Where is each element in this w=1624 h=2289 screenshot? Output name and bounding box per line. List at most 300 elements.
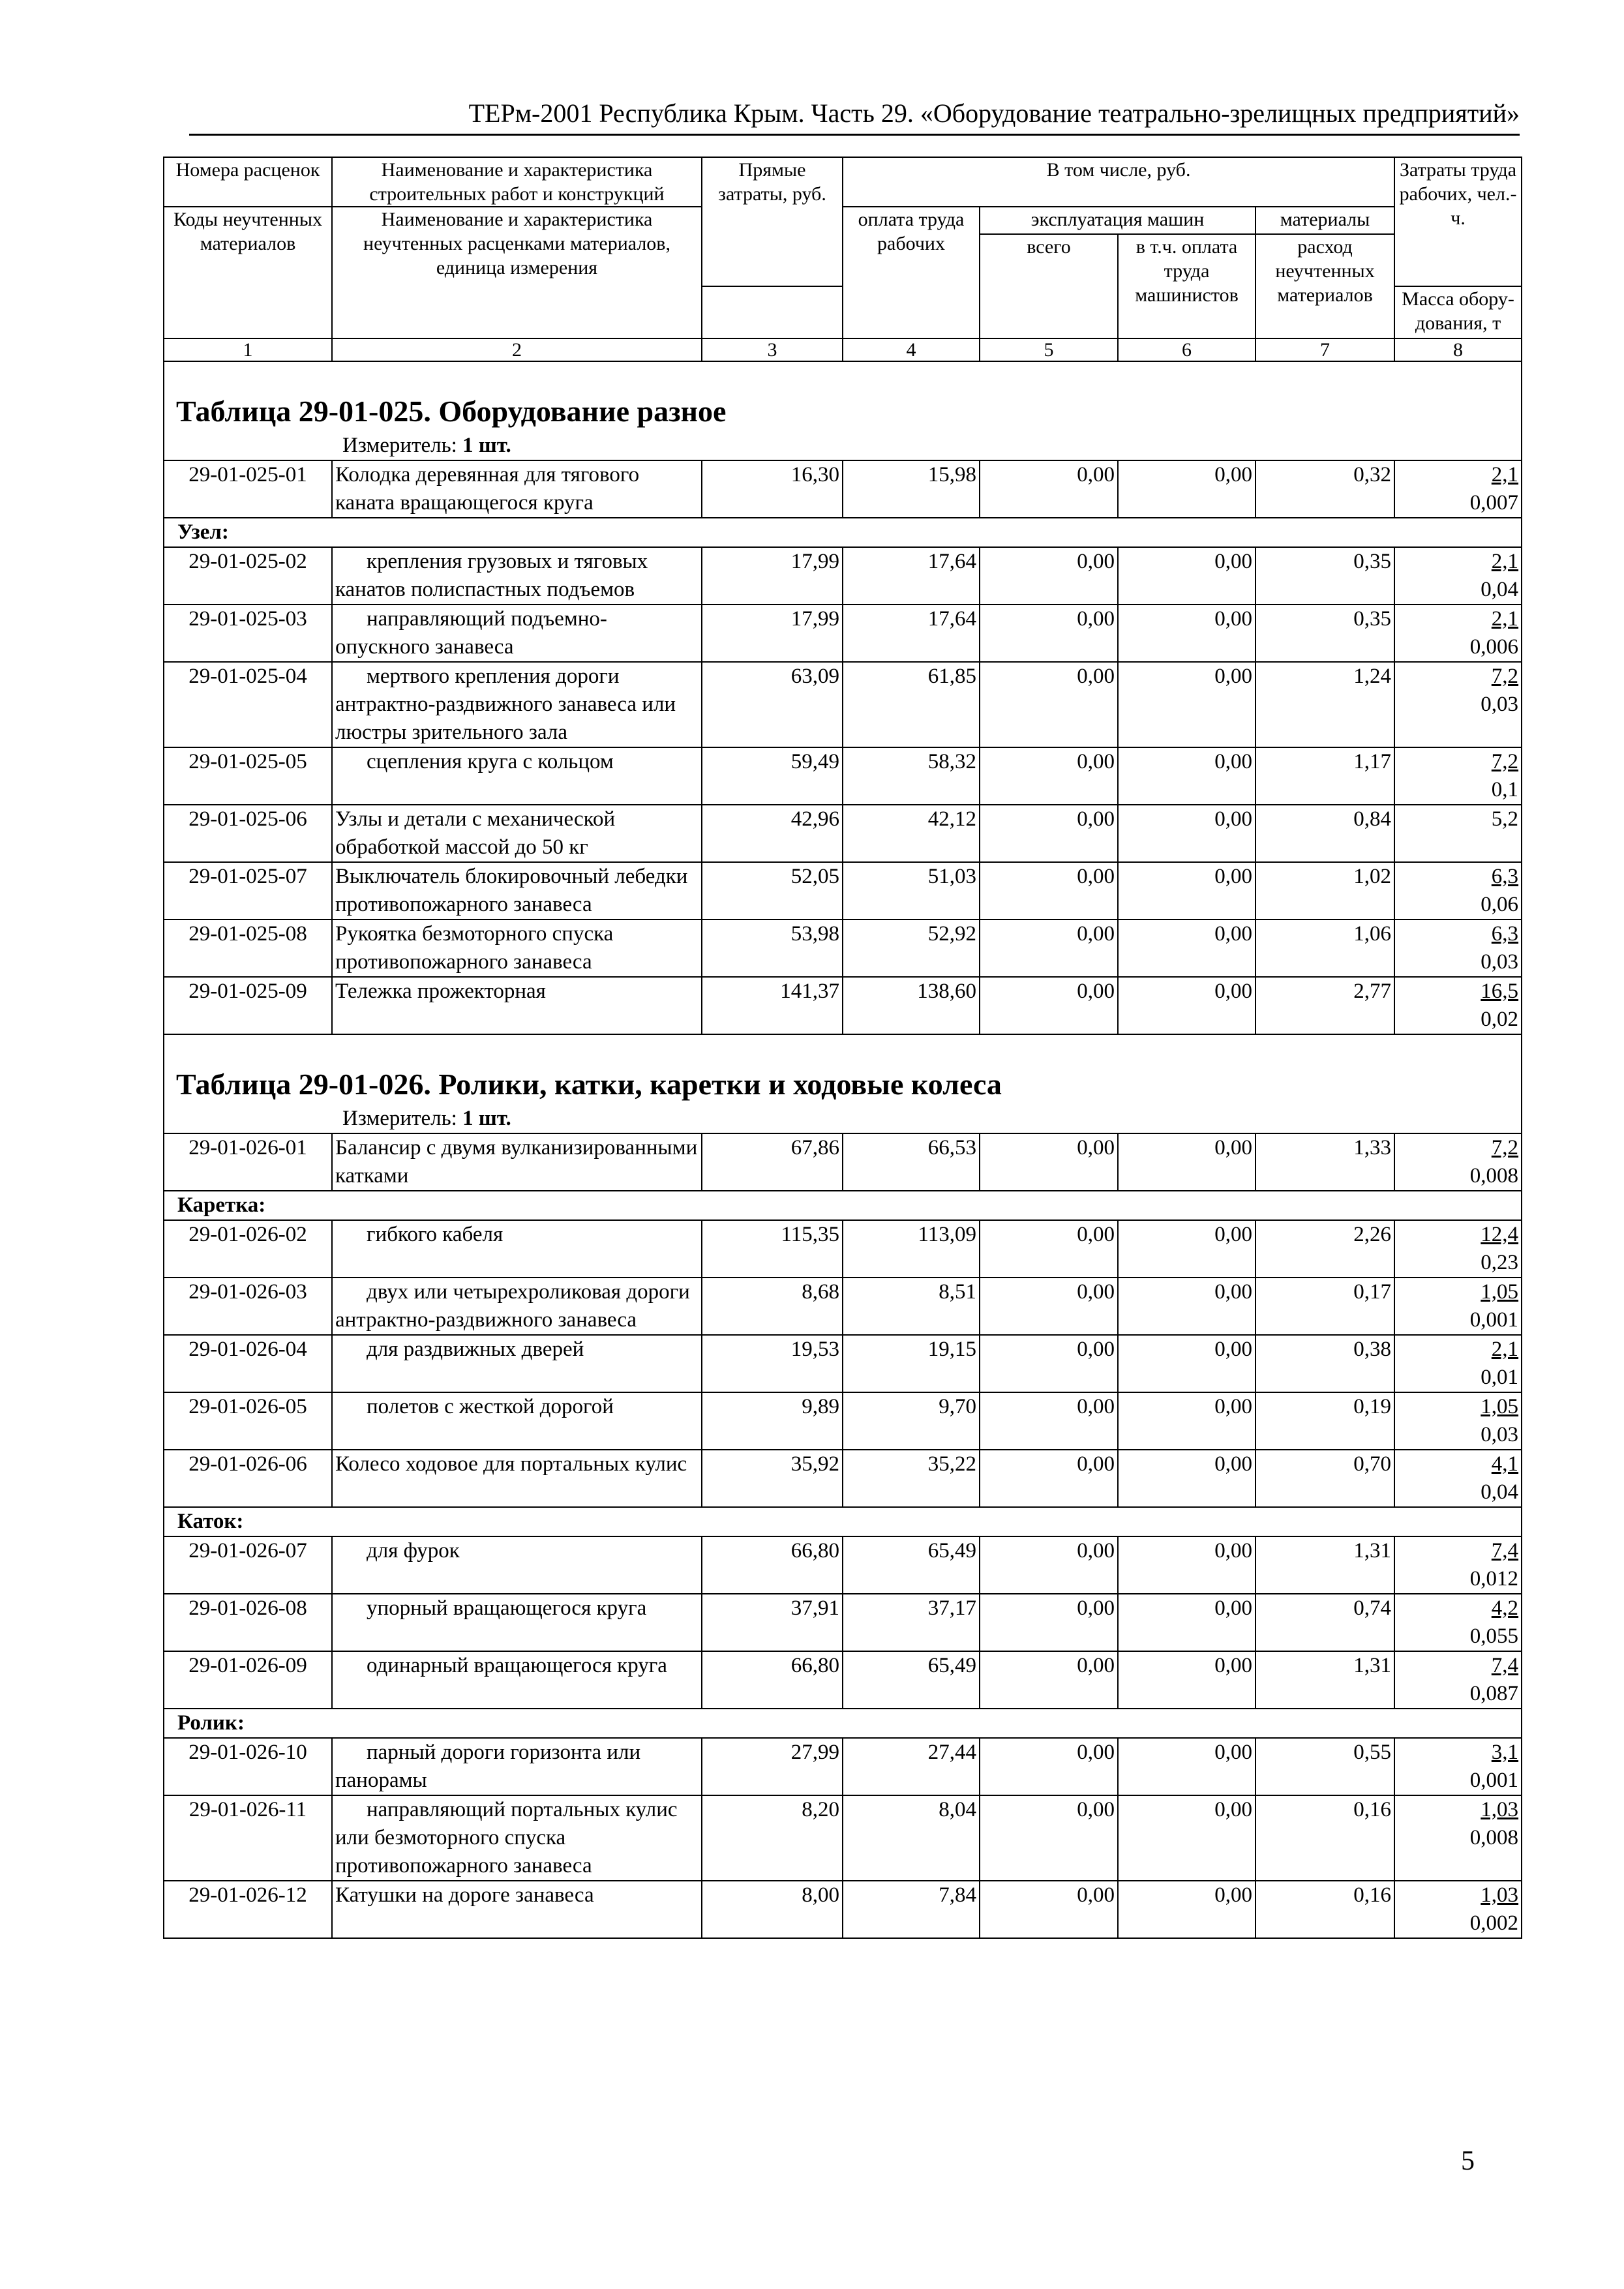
meter-value: 1 шт.	[462, 1107, 511, 1130]
value-c7: 1,31	[1256, 1651, 1394, 1709]
table-row	[164, 1738, 1522, 1795]
column-number: 6	[1118, 338, 1256, 361]
rate-name-cell	[332, 662, 702, 747]
rate-code: 29-01-025-03	[164, 605, 332, 662]
col6-header: в т.ч. оплата труда машинистов	[1118, 234, 1256, 338]
value-c4: 138,60	[843, 977, 980, 1034]
value-c5: 0,00	[980, 1594, 1118, 1651]
labor-cost: 7,2	[1491, 750, 1519, 773]
machines-header: эксплуатация машин	[980, 207, 1256, 234]
value-c3: 27,99	[702, 1738, 843, 1795]
column-number: 7	[1256, 338, 1394, 361]
table-row	[164, 1651, 1522, 1709]
equipment-mass: 0,002	[1469, 1911, 1519, 1935]
rate-name-cell	[332, 920, 702, 977]
rate-code: 29-01-025-05	[164, 747, 332, 805]
rate-name: Выключатель блокировочный лебедки противопожарного занавеса	[335, 865, 688, 916]
rate-name-cell	[332, 1651, 702, 1709]
labor-cost: 3,1	[1491, 1741, 1519, 1764]
group-row	[164, 1191, 1522, 1220]
materials-header: материалы	[1256, 207, 1394, 234]
value-c5: 0,00	[980, 460, 1118, 518]
labor-mass-cell	[1394, 920, 1522, 977]
rate-name-cell	[332, 1220, 702, 1278]
column-number: 8	[1394, 338, 1522, 361]
value-c3: 42,96	[702, 805, 843, 862]
table-row	[164, 977, 1522, 1034]
value-c6: 0,00	[1118, 862, 1256, 920]
col4-header: оплата труда рабочих	[843, 207, 980, 338]
value-c7: 0,17	[1256, 1278, 1394, 1335]
rate-name-cell	[332, 1450, 702, 1507]
value-c3: 9,89	[702, 1392, 843, 1450]
labor-mass-cell	[1394, 1881, 1522, 1938]
value-c7: 0,84	[1256, 805, 1394, 862]
value-c4: 51,03	[843, 862, 980, 920]
rate-code: 29-01-025-02	[164, 547, 332, 605]
group-row	[164, 1709, 1522, 1738]
incl-header: В том числе, руб.	[843, 157, 1394, 207]
rate-name: одинарный вращающегося круга	[367, 1654, 667, 1677]
rate-name-cell	[332, 1392, 702, 1450]
value-c4: 58,32	[843, 747, 980, 805]
value-c3: 66,80	[702, 1536, 843, 1594]
column-number: 3	[702, 338, 843, 361]
rate-name-cell	[332, 605, 702, 662]
value-c6: 0,00	[1118, 1335, 1256, 1392]
rate-name-cell	[332, 1278, 702, 1335]
labor-cost: 7,4	[1491, 1654, 1519, 1677]
value-c3: 17,99	[702, 547, 843, 605]
rate-name: мертвого крепления дороги антрактно-раздвижного занавеса или люстры зрительного зала	[335, 665, 676, 744]
table-row	[164, 460, 1522, 518]
equipment-mass: 0,008	[1469, 1164, 1519, 1188]
value-c6: 0,00	[1118, 1392, 1256, 1450]
value-c5: 0,00	[980, 1220, 1118, 1278]
labor-cost: 4,2	[1491, 1596, 1519, 1620]
rate-name-cell	[332, 747, 702, 805]
rate-name: Рукоятка безмоторного спуска противопожарного занавеса	[335, 922, 614, 974]
rate-name-cell	[332, 1133, 702, 1191]
value-c5: 0,00	[980, 662, 1118, 747]
rate-name: полетов с жесткой дорогой	[367, 1395, 614, 1418]
labor-cost: 1,03	[1481, 1883, 1519, 1907]
value-c5: 0,00	[980, 547, 1118, 605]
value-c7: 1,06	[1256, 920, 1394, 977]
table-row	[164, 1278, 1522, 1335]
value-c6: 0,00	[1118, 1594, 1256, 1651]
value-c7: 0,16	[1256, 1881, 1394, 1938]
value-c6: 0,00	[1118, 1133, 1256, 1191]
group-row	[164, 1507, 1522, 1536]
table-title: Таблица 29-01-026. Ролики, катки, каретки и ходовые колеса	[164, 1061, 1522, 1104]
rate-name: направляющий портальных кулис или безмоторного спуска противопожарного занавеса	[335, 1798, 678, 1878]
labor-mass-cell	[1394, 1738, 1522, 1795]
section-spacer	[164, 1034, 1522, 1061]
labor-cost: 2,1	[1491, 463, 1519, 486]
value-c6: 0,00	[1118, 460, 1256, 518]
table-row	[164, 1795, 1522, 1881]
value-c6: 0,00	[1118, 1795, 1256, 1881]
meter-cell	[164, 431, 1522, 460]
value-c7: 0,35	[1256, 547, 1394, 605]
table-row	[164, 1133, 1522, 1191]
rate-code: 29-01-026-11	[164, 1795, 332, 1881]
value-c7: 0,38	[1256, 1335, 1394, 1392]
column-number: 2	[332, 338, 702, 361]
column-number: 1	[164, 338, 332, 361]
value-c4: 15,98	[843, 460, 980, 518]
table-row	[164, 1335, 1522, 1392]
labor-mass-cell	[1394, 977, 1522, 1034]
table-title-row	[164, 1061, 1522, 1104]
equipment-mass: 0,007	[1469, 491, 1519, 515]
value-c7: 0,32	[1256, 460, 1394, 518]
equipment-mass: 0,1	[1491, 778, 1519, 801]
value-c3: 66,80	[702, 1651, 843, 1709]
labor-mass-cell	[1394, 662, 1522, 747]
value-c6: 0,00	[1118, 920, 1256, 977]
rate-name: Колесо ходовое для портальных кулис	[335, 1452, 687, 1476]
rate-code: 29-01-026-03	[164, 1278, 332, 1335]
labor-mass-cell	[1394, 862, 1522, 920]
rate-name: сцепления круга с кольцом	[367, 750, 614, 773]
value-c7: 0,35	[1256, 605, 1394, 662]
labor-mass-cell	[1394, 1450, 1522, 1507]
value-c3: 17,99	[702, 605, 843, 662]
equipment-mass: 0,01	[1481, 1366, 1519, 1389]
running-header: ТЕРм-2001 Республика Крым. Часть 29. «Оборудование театрально-зрелищных предприятий»	[189, 98, 1520, 136]
labor-cost: 1,05	[1481, 1395, 1519, 1418]
group-row	[164, 518, 1522, 547]
rate-code: 29-01-025-09	[164, 977, 332, 1034]
value-c4: 8,04	[843, 1795, 980, 1881]
value-c4: 17,64	[843, 547, 980, 605]
labor-mass-cell	[1394, 1133, 1522, 1191]
labor-mass-cell	[1394, 1220, 1522, 1278]
rate-name-cell	[332, 862, 702, 920]
value-c6: 0,00	[1118, 547, 1256, 605]
table-row	[164, 747, 1522, 805]
rate-code: 29-01-026-01	[164, 1133, 332, 1191]
value-c4: 9,70	[843, 1392, 980, 1450]
col1-header-top: Номера расценок	[164, 157, 332, 207]
rate-code: 29-01-026-04	[164, 1335, 332, 1392]
value-c6: 0,00	[1118, 1738, 1256, 1795]
rate-code: 29-01-025-07	[164, 862, 332, 920]
equipment-mass: 0,04	[1481, 578, 1519, 601]
value-c3: 67,86	[702, 1133, 843, 1191]
equipment-mass: 0,006	[1469, 635, 1519, 659]
labor-cost: 7,2	[1491, 665, 1519, 688]
value-c5: 0,00	[980, 1795, 1118, 1881]
labor-cost: 7,2	[1491, 1136, 1519, 1159]
value-c4: 35,22	[843, 1450, 980, 1507]
equipment-mass: 0,001	[1469, 1308, 1519, 1332]
col8-header-top: Затраты труда рабочих, чел.-ч.	[1394, 157, 1522, 286]
table-row	[164, 547, 1522, 605]
value-c5: 0,00	[980, 1278, 1118, 1335]
value-c6: 0,00	[1118, 747, 1256, 805]
table-row	[164, 1220, 1522, 1278]
table-row	[164, 1450, 1522, 1507]
equipment-mass: 0,012	[1469, 1567, 1519, 1591]
rate-name: для раздвижных дверей	[367, 1338, 584, 1361]
value-c5: 0,00	[980, 920, 1118, 977]
labor-mass-cell	[1394, 1392, 1522, 1450]
value-c7: 0,74	[1256, 1594, 1394, 1651]
value-c3: 115,35	[702, 1220, 843, 1278]
meter-value: 1 шт.	[462, 434, 511, 457]
value-c7: 1,17	[1256, 747, 1394, 805]
rate-name: Узлы и детали с механической обработкой массой до 50 кг	[335, 807, 616, 859]
rate-name: для фурок	[367, 1539, 460, 1563]
value-c3: 35,92	[702, 1450, 843, 1507]
group-label: Каретка:	[164, 1191, 1522, 1220]
table-title-row	[164, 388, 1522, 431]
value-c3: 63,09	[702, 662, 843, 747]
labor-mass-cell	[1394, 1278, 1522, 1335]
value-c7: 0,16	[1256, 1795, 1394, 1881]
rate-name-cell	[332, 1795, 702, 1881]
column-number: 5	[980, 338, 1118, 361]
equipment-mass: 0,02	[1481, 1008, 1519, 1031]
value-c6: 0,00	[1118, 1278, 1256, 1335]
rate-name-cell	[332, 1335, 702, 1392]
value-c3: 8,68	[702, 1278, 843, 1335]
labor-mass-cell	[1394, 747, 1522, 805]
col1-header-bottom: Коды неучтенных материалов	[164, 207, 332, 338]
equipment-mass: 0,06	[1481, 893, 1519, 916]
labor-cost: 1,03	[1481, 1798, 1519, 1821]
equipment-mass: 0,03	[1481, 950, 1519, 974]
labor-cost: 1,05	[1481, 1280, 1519, 1304]
equipment-mass: 0,03	[1481, 693, 1519, 716]
table-body	[164, 361, 1522, 1938]
rate-name: Балансир с двумя вулканизированными катками	[335, 1136, 698, 1188]
equipment-mass: 0,001	[1469, 1769, 1519, 1792]
value-c4: 8,51	[843, 1278, 980, 1335]
table-row	[164, 1536, 1522, 1594]
value-c4: 37,17	[843, 1594, 980, 1651]
equipment-mass: 0,23	[1481, 1251, 1519, 1274]
table-row	[164, 805, 1522, 862]
rate-code: 29-01-026-02	[164, 1220, 332, 1278]
price-table	[163, 157, 1522, 1939]
rate-code: 29-01-025-08	[164, 920, 332, 977]
rate-code: 29-01-025-01	[164, 460, 332, 518]
table-title: Таблица 29-01-025. Оборудование разное	[164, 388, 1522, 431]
value-c5: 0,00	[980, 1651, 1118, 1709]
spacer-cell	[164, 1034, 1522, 1061]
rate-code: 29-01-026-10	[164, 1738, 332, 1795]
value-c7: 0,19	[1256, 1392, 1394, 1450]
meter-cell	[164, 1104, 1522, 1133]
value-c7: 1,31	[1256, 1536, 1394, 1594]
labor-cost: 2,1	[1491, 607, 1519, 631]
value-c7: 1,24	[1256, 662, 1394, 747]
col2-header-bottom: Наименование и характеристика неучтенных расценками материалов, единица измерения	[332, 207, 702, 338]
table-row	[164, 662, 1522, 747]
table-row	[164, 1392, 1522, 1450]
value-c7: 1,33	[1256, 1133, 1394, 1191]
labor-cost: 7,4	[1491, 1539, 1519, 1563]
rate-code: 29-01-026-12	[164, 1881, 332, 1938]
value-c7: 2,77	[1256, 977, 1394, 1034]
labor-mass-cell	[1394, 1594, 1522, 1651]
value-c7: 0,55	[1256, 1738, 1394, 1795]
rate-code: 29-01-025-04	[164, 662, 332, 747]
value-c4: 65,49	[843, 1536, 980, 1594]
group-label: Узел:	[164, 518, 1522, 547]
equipment-mass: 0,087	[1469, 1682, 1519, 1705]
value-c4: 7,84	[843, 1881, 980, 1938]
labor-mass-cell	[1394, 1651, 1522, 1709]
value-c4: 19,15	[843, 1335, 980, 1392]
col3-header: Прямые затраты, руб.	[702, 157, 843, 286]
value-c5: 0,00	[980, 805, 1118, 862]
rate-name: двух или четырехроликовая дороги антрактно-раздвижного занавеса	[335, 1280, 690, 1332]
table-head	[164, 157, 1522, 361]
value-c5: 0,00	[980, 1392, 1118, 1450]
value-c5: 0,00	[980, 1450, 1118, 1507]
value-c3: 16,30	[702, 460, 843, 518]
labor-mass-cell	[1394, 460, 1522, 518]
group-label: Каток:	[164, 1507, 1522, 1536]
value-c5: 0,00	[980, 1536, 1118, 1594]
rate-name: Колодка деревянная для тягового каната вращающегося круга	[335, 463, 640, 515]
page-number: 5	[1461, 2146, 1475, 2176]
col5-header: всего	[980, 234, 1118, 338]
labor-mass-cell	[1394, 547, 1522, 605]
rate-name: парный дороги горизонта или панорамы	[335, 1741, 641, 1792]
value-c5: 0,00	[980, 1133, 1118, 1191]
rate-code: 29-01-026-09	[164, 1651, 332, 1709]
value-c5: 0,00	[980, 605, 1118, 662]
rate-name-cell	[332, 977, 702, 1034]
column-numbers-row	[164, 338, 1522, 361]
labor-cost: 4,1	[1491, 1452, 1519, 1476]
labor-mass-cell	[1394, 1335, 1522, 1392]
value-c3: 37,91	[702, 1594, 843, 1651]
labor-mass-cell	[1394, 1795, 1522, 1881]
table-row	[164, 1594, 1522, 1651]
rate-name: направляющий подъемно-опускного занавеса	[335, 607, 607, 659]
value-c3: 8,00	[702, 1881, 843, 1938]
value-c3: 59,49	[702, 747, 843, 805]
value-c4: 113,09	[843, 1220, 980, 1278]
rate-name: крепления грузовых и тяговых канатов полиспастных подъемов	[335, 550, 648, 601]
value-c3: 52,05	[702, 862, 843, 920]
value-c4: 42,12	[843, 805, 980, 862]
labor-mass-cell	[1394, 1536, 1522, 1594]
labor-cost: 16,5	[1481, 980, 1519, 1003]
rate-name-cell	[332, 1738, 702, 1795]
rate-name: Катушки на дороге занавеса	[335, 1883, 594, 1907]
value-c6: 0,00	[1118, 1220, 1256, 1278]
rate-name-cell	[332, 1594, 702, 1651]
rate-name-cell	[332, 1536, 702, 1594]
spacer-cell	[164, 361, 1522, 388]
value-c3: 53,98	[702, 920, 843, 977]
value-c6: 0,00	[1118, 805, 1256, 862]
labor-cost: 12,4	[1481, 1223, 1519, 1246]
section-spacer	[164, 361, 1522, 388]
labor-mass-cell	[1394, 605, 1522, 662]
labor-cost: 2,1	[1491, 550, 1519, 573]
value-c3: 19,53	[702, 1335, 843, 1392]
meter-label: Измеритель:	[342, 434, 457, 457]
value-c6: 0,00	[1118, 662, 1256, 747]
value-c5: 0,00	[980, 1738, 1118, 1795]
value-c3: 141,37	[702, 977, 843, 1034]
equipment-mass: 0,008	[1469, 1826, 1519, 1849]
rate-name: упорный вращающегося круга	[367, 1596, 647, 1620]
labor-cost: 2,1	[1491, 1338, 1519, 1361]
rate-code: 29-01-026-05	[164, 1392, 332, 1450]
value-c5: 0,00	[980, 862, 1118, 920]
column-number: 4	[843, 338, 980, 361]
rate-code: 29-01-026-07	[164, 1536, 332, 1594]
rate-name-cell	[332, 1881, 702, 1938]
value-c4: 61,85	[843, 662, 980, 747]
value-c3: 8,20	[702, 1795, 843, 1881]
equipment-mass: 0,055	[1469, 1624, 1519, 1648]
value-c4: 52,92	[843, 920, 980, 977]
value-c7: 1,02	[1256, 862, 1394, 920]
labor-mass-cell	[1394, 805, 1522, 862]
labor-cost: 6,3	[1491, 865, 1519, 888]
value-c5: 0,00	[980, 1335, 1118, 1392]
value-c6: 0,00	[1118, 1881, 1256, 1938]
value-c6: 0,00	[1118, 605, 1256, 662]
table-row	[164, 862, 1522, 920]
rate-name: гибкого кабеля	[367, 1223, 504, 1246]
equipment-mass: 0,03	[1481, 1423, 1519, 1446]
col2-header-top: Наименование и характеристика строительных работ и конструкций	[332, 157, 702, 207]
labor-cost: 5,2	[1491, 807, 1519, 831]
meter-row	[164, 431, 1522, 460]
meter-row	[164, 1104, 1522, 1133]
value-c7: 0,70	[1256, 1450, 1394, 1507]
value-c6: 0,00	[1118, 1536, 1256, 1594]
table-row	[164, 1881, 1522, 1938]
col8-header-bottom: Масса обору-дования, т	[1394, 286, 1522, 338]
labor-cost: 6,3	[1491, 922, 1519, 946]
meter-label: Измеритель:	[342, 1107, 457, 1130]
value-c4: 65,49	[843, 1651, 980, 1709]
value-c4: 66,53	[843, 1133, 980, 1191]
value-c6: 0,00	[1118, 1450, 1256, 1507]
rate-name: Тележка прожекторная	[335, 980, 546, 1003]
rate-name-cell	[332, 805, 702, 862]
group-label: Ролик:	[164, 1709, 1522, 1738]
col3-header-spacer	[702, 286, 843, 338]
rate-code: 29-01-026-06	[164, 1450, 332, 1507]
table-row	[164, 920, 1522, 977]
equipment-mass: 0,04	[1481, 1480, 1519, 1504]
rate-code: 29-01-025-06	[164, 805, 332, 862]
value-c4: 27,44	[843, 1738, 980, 1795]
value-c6: 0,00	[1118, 1651, 1256, 1709]
value-c6: 0,00	[1118, 977, 1256, 1034]
rate-name-cell	[332, 547, 702, 605]
value-c4: 17,64	[843, 605, 980, 662]
col7-header: расход неучтенных материалов	[1256, 234, 1394, 338]
value-c7: 2,26	[1256, 1220, 1394, 1278]
rate-code: 29-01-026-08	[164, 1594, 332, 1651]
value-c5: 0,00	[980, 1881, 1118, 1938]
